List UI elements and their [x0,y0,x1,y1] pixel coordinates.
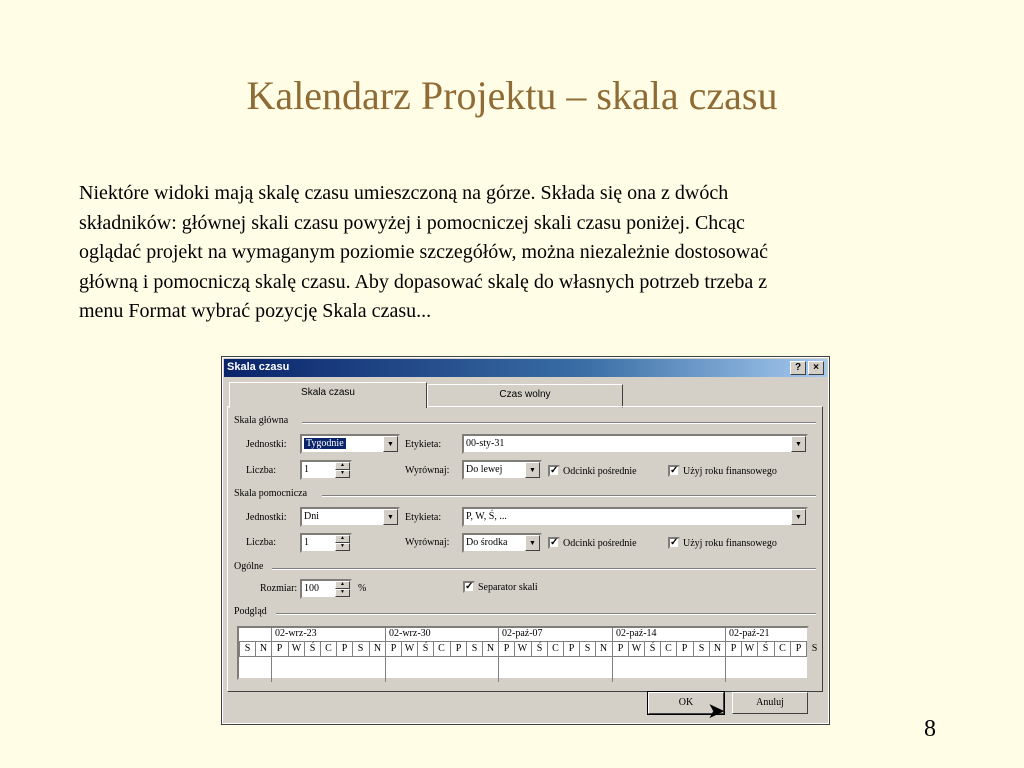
preview-day-label: P [790,642,806,657]
chevron-down-icon[interactable]: ▼ [525,535,540,551]
minor-units-label: Jednostki: [246,512,287,523]
preview-day-label: W [288,642,304,657]
major-align-label: Wyrównaj: [405,465,450,476]
help-button[interactable]: ? [790,361,806,375]
preview-week-cell [612,657,725,682]
slide-body [79,179,979,327]
spin-up-icon[interactable]: ▲ [335,581,350,589]
spin-down-icon[interactable]: ▼ [335,470,350,478]
chevron-down-icon[interactable]: ▼ [525,462,540,478]
major-count-spinner[interactable] [300,460,352,480]
preview-day-label: S [239,642,255,657]
preview-day-label: N [482,642,498,657]
cancel-button[interactable]: Anuluj [732,692,808,714]
minor-align-label: Wyrównaj: [405,537,450,548]
preview-day-label: S [352,642,368,657]
preview-day-label: N [255,642,271,657]
timescale-preview [237,626,818,680]
size-unit: % [358,583,367,594]
preview-day-label: P [450,642,466,657]
preview-day-label: P [336,642,352,657]
preview-week-cell [498,657,611,682]
preview-day-label: S [466,642,482,657]
minor-label-select[interactable] [462,507,808,527]
size-value: 100 [304,583,319,594]
group-divider [272,568,816,570]
preview-day-label: S [579,642,595,657]
preview-day-label: S [806,642,822,657]
preview-group-label: Podgląd [234,606,267,617]
major-align-select[interactable] [462,460,542,480]
major-tick-label: Odcinki pośrednie [563,466,637,477]
group-divider [276,613,816,615]
major-label-value: 00-sty-31 [466,438,505,449]
minor-count-label: Liczba: [246,537,276,548]
ok-button[interactable]: OK [648,692,724,714]
preview-day-label: P [271,642,287,657]
preview-week-label: 02-paź-14 [612,628,725,642]
major-scale-group-label: Skala główna [234,415,289,426]
preview-day-label: C [433,642,449,657]
preview-day-label: P [612,642,628,657]
body-line: menu Format wybrać pozycję Skala czasu... [79,300,432,322]
mouse-cursor-icon: ➤ [707,698,726,723]
preview-day-label: Ś [531,642,547,657]
spin-buttons[interactable] [335,462,350,478]
preview-day-label: N [369,642,385,657]
preview-day-label: C [547,642,563,657]
separator-checkbox[interactable]: ✓ [465,581,474,592]
preview-day-label: S [693,642,709,657]
chevron-down-icon[interactable]: ▼ [791,436,806,452]
minor-label-value: P, W, Ś, ... [466,511,507,522]
preview-day-label: N [709,642,725,657]
chevron-down-icon[interactable]: ▼ [383,436,398,452]
dialog-titlebar[interactable] [224,359,827,377]
major-units-value: Tygodnie [306,438,344,449]
preview-week-label: 02-paź-21 [725,628,838,642]
spin-up-icon[interactable]: ▲ [335,535,350,543]
major-units-label: Jednostki: [246,439,287,450]
major-label-label: Etykieta: [405,439,442,450]
major-label-select[interactable] [462,434,808,454]
preview-day-label: C [774,642,790,657]
minor-fiscal-label: Użyj roku finansowego [683,538,777,549]
size-label: Rozmiar: [260,583,298,594]
preview-day-label: P [385,642,401,657]
body-line: składników: głównej skali czasu powyżej i pomocniczej skali czasu poniżej. Chcąc [79,211,745,234]
group-divider [302,422,816,424]
preview-day-label: W [514,642,530,657]
preview-day-label: Ś [644,642,660,657]
slide-title: Kalendarz Projektu – skala czasu [246,73,778,118]
minor-count-spinner[interactable] [300,533,352,553]
preview-day-label: P [498,642,514,657]
body-line: oglądać projekt na wymaganym poziomie szczegółów, można niezależnie dostosować [79,241,769,263]
major-count-value: 1 [304,464,309,475]
spin-down-icon[interactable]: ▼ [335,543,350,551]
minor-label-label: Etykieta: [405,512,442,523]
minor-align-value: Do środka [466,537,508,548]
spin-up-icon[interactable]: ▲ [335,462,350,470]
major-align-value: Do lewej [466,464,503,475]
body-line: główną i pomocniczą skalę czasu. Aby dopasować skalę do własnych potrzeb trzeba z [79,270,768,293]
preview-week-label: 02-wrz-30 [385,628,498,642]
preview-day-label: Ś [757,642,773,657]
preview-day-label: N [595,642,611,657]
tab-nonworking-time[interactable]: Czas wolny [427,384,623,408]
minor-fiscal-checkbox[interactable]: ✓ [670,537,679,548]
major-count-label: Liczba: [246,465,276,476]
preview-weeks-row [239,628,807,642]
preview-week-label: 02-paź-07 [498,628,611,642]
chevron-down-icon[interactable]: ▼ [791,509,806,525]
preview-day-label: Ś [304,642,320,657]
tab-timescale[interactable]: Skala czasu [229,382,427,408]
spin-buttons[interactable] [335,535,350,551]
major-tick-checkbox[interactable]: ✓ [550,465,559,476]
group-divider [322,495,816,497]
major-fiscal-checkbox[interactable]: ✓ [670,465,679,476]
preview-day-label: W [628,642,644,657]
dialog-title: Skala czasu [227,361,290,373]
preview-day-label: Ś [417,642,433,657]
major-fiscal-label: Użyj roku finansowego [683,466,777,477]
minor-scale-group-label: Skala pomocnicza [234,488,308,499]
preview-day-label: C [320,642,336,657]
preview-days-row [239,642,818,657]
separator-label: Separator skali [478,582,538,593]
chevron-down-icon[interactable]: ▼ [383,509,398,525]
preview-day-label: P [563,642,579,657]
size-spinner[interactable] [300,579,352,599]
page-number: 8 [924,716,936,742]
preview-day-label: P [725,642,741,657]
preview-day-label: W [401,642,417,657]
spin-buttons[interactable] [335,581,350,597]
spin-down-icon[interactable]: ▼ [335,589,350,597]
body-line: Niektóre widoki mają skalę czasu umieszczoną na górze. Składa się ona z dwóch [79,182,729,204]
minor-units-value: Dni [304,511,319,522]
preview-week-label: 02-wrz-23 [271,628,384,642]
preview-day-label: C [660,642,676,657]
major-units-select[interactable] [300,434,400,454]
minor-tick-label: Odcinki pośrednie [563,538,637,549]
minor-tick-checkbox[interactable]: ✓ [550,537,559,548]
minor-units-select[interactable] [300,507,400,527]
close-button[interactable]: × [808,361,824,375]
preview-day-label: P [676,642,692,657]
preview-day-label: W [741,642,757,657]
preview-week-cell [271,657,384,682]
general-group-label: Ogólne [234,561,264,572]
preview-week-cell [385,657,498,682]
minor-align-select[interactable] [462,533,542,553]
minor-count-value: 1 [304,537,309,548]
preview-week-cell [725,657,838,682]
